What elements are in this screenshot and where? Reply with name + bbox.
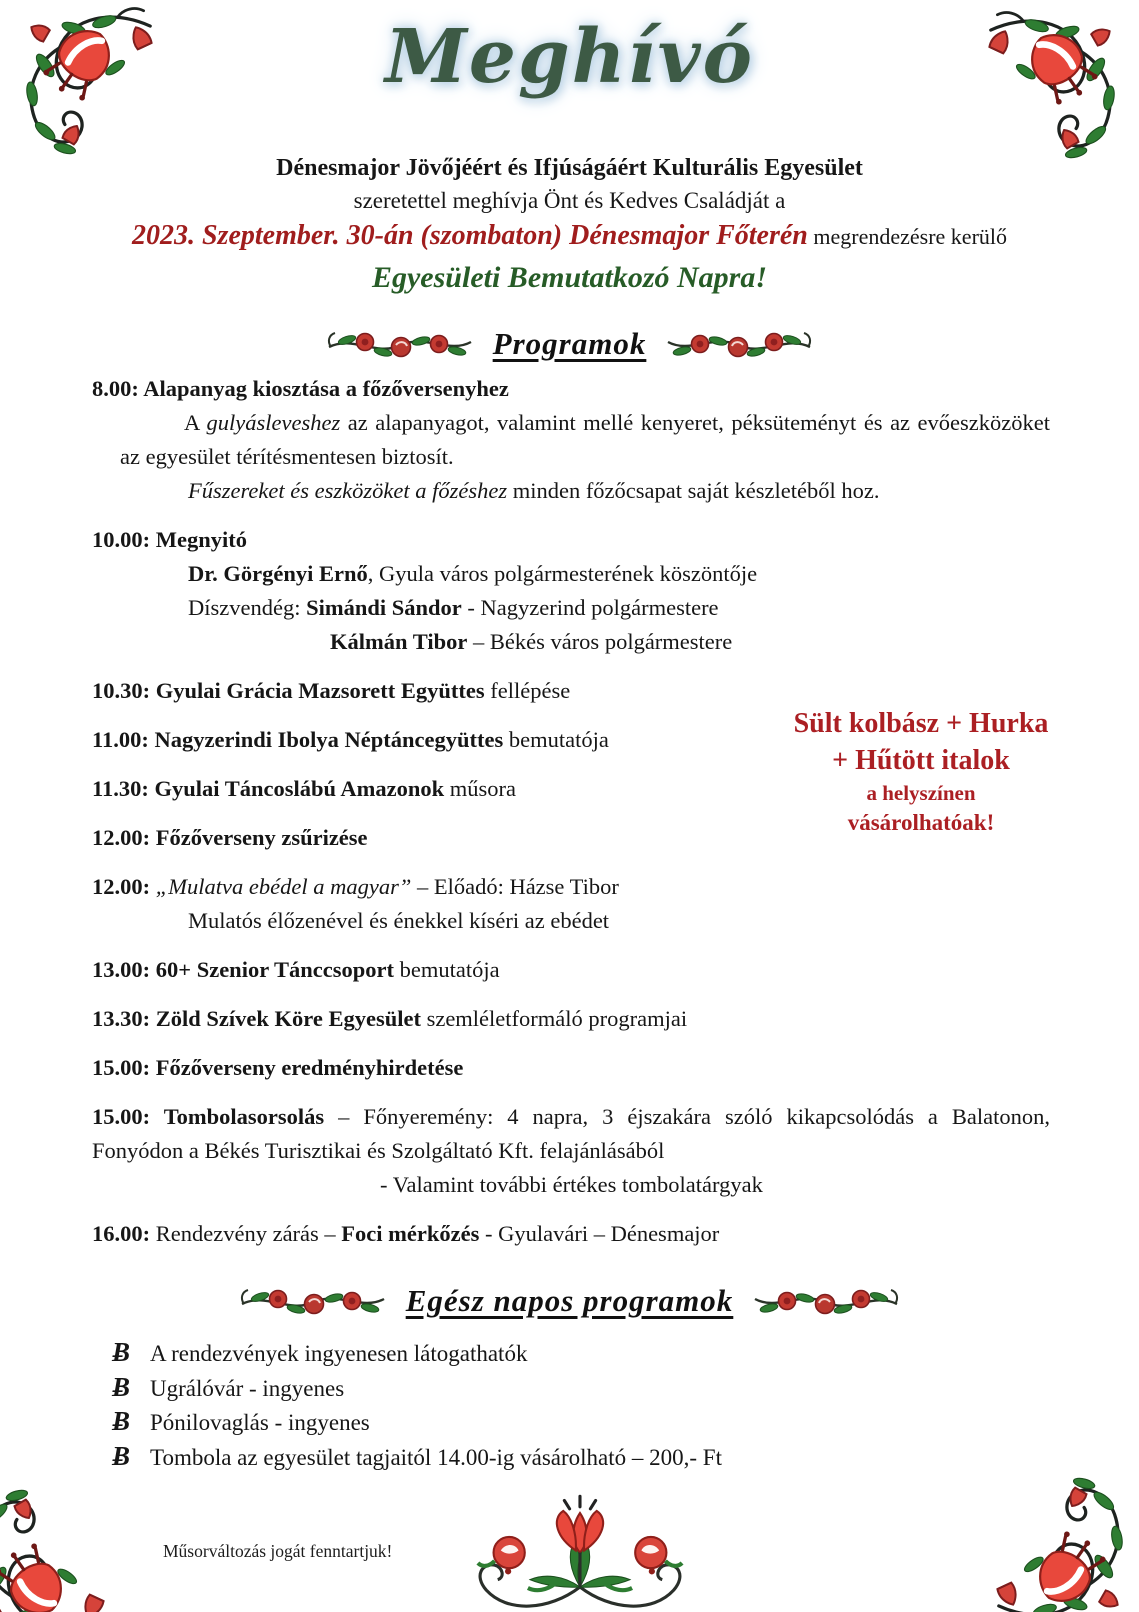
program-text: 15.00: Tombolasorsolás — [92, 1104, 325, 1129]
bullet-glyph-icon: Ƀ — [112, 1440, 131, 1471]
bullet-glyph-icon: Ƀ — [112, 1337, 131, 1367]
event-name: Egyesületi Bemutatkozó Napra! — [371, 261, 768, 295]
ad-line: vásárolhatóak! — [847, 809, 995, 835]
program-text: 12.00: Főzőverseny zsűrizése — [92, 825, 368, 850]
invitation-line: szeretettel meghívja Önt és Kedves Családját a — [353, 188, 786, 214]
program-text: , Gyula város polgármesterének köszöntője — [367, 561, 758, 586]
program-text: 8.00: Alapanyag kiosztása a főzőversenyhez — [92, 376, 509, 401]
ad-line: Sült kolbász + Hurka — [793, 708, 1049, 739]
program-text: 13.00: 60+ Szenior Tánccsoport — [92, 957, 394, 982]
program-text: 11.30: Gyulai Táncoslábú Amazonok — [92, 776, 445, 801]
program-text: 16.00: — [92, 1221, 156, 1246]
program-text: - Nagyzerind polgármestere — [461, 595, 719, 620]
program-text: Mulatós élőzenével és énekkel kíséri az ebédet — [188, 908, 610, 933]
allday-item-text: A rendezvények ingyenesen látogathatók — [150, 1341, 528, 1366]
program-line — [330, 625, 1050, 659]
program-text: minden főzőcsapat saját készletéből hoz. — [507, 478, 880, 503]
program-text: Díszvendég: — [188, 595, 307, 620]
program-line — [92, 953, 1050, 987]
program-text: Rendezvény zárás – — [155, 1221, 342, 1246]
event-date: 2023. Szeptember. 30-án (szombaton) Dénesmajor Főterén — [131, 219, 808, 251]
program-line — [92, 1217, 1050, 1251]
program-text: Simándi Sándor — [306, 595, 462, 620]
program-text: szemléletformáló programjai — [420, 1006, 688, 1031]
program-text: bemutatója — [503, 727, 609, 752]
program-text: 15.00: Főzőverseny eredményhirdetése — [92, 1055, 464, 1080]
program-text: A — [184, 410, 207, 435]
program-text: Fűszereket és eszközöket a főzéshez — [188, 478, 508, 503]
program-block — [92, 1051, 1050, 1085]
program-text: Kálmán Tibor — [330, 629, 468, 654]
program-line — [188, 904, 1050, 938]
program-text: – Békés város polgármestere — [467, 629, 733, 654]
program-text: 12.00: — [92, 874, 156, 899]
program-block — [92, 674, 1050, 708]
program-text: műsora — [444, 776, 517, 801]
program-line — [188, 557, 1050, 591]
program-block — [92, 372, 1050, 508]
floral-divider-icon — [238, 1284, 388, 1318]
program-line — [92, 523, 1050, 557]
program-block — [92, 870, 1050, 938]
program-block — [92, 523, 1050, 659]
program-text: – Előadó: Házse Tibor — [411, 874, 619, 899]
program-text: bemutatója — [393, 957, 500, 982]
program-text: fellépése — [484, 678, 571, 703]
program-line — [92, 372, 1050, 406]
organization-name: Dénesmajor Jövőjéért és Ifjúságáért Kulturális Egyesület — [276, 155, 863, 181]
corner-floral-ornament-icon — [966, 1455, 1139, 1612]
program-line — [380, 1168, 1050, 1202]
ad-line: + Hűtött italok — [832, 744, 1010, 776]
program-text: „Mulatva ebédel a magyar” — [155, 874, 412, 899]
allday-section-header — [0, 1283, 1139, 1319]
program-text: – Főnyeremény: 4 napra, 3 éjszakára szóló kikapcsolódás a Balatonon, Fonyódon a Békés Turisztikai és Szolgáltató Kft. felajánlásából — [92, 1104, 1050, 1163]
program-text: 13.30: Zöld Szívek Köre Egyesület — [92, 1006, 421, 1031]
allday-item — [112, 1440, 972, 1475]
date-line-suffix: megrendezésre kerülő — [807, 223, 1008, 249]
ad-line: a helyszínen — [866, 780, 976, 805]
program-text: 11.00: Nagyzerindi Ibolya Néptáncegyüttes — [92, 727, 504, 752]
allday-list — [112, 1336, 972, 1474]
allday-item-text: Ugrálóvár - ingyenes — [150, 1375, 345, 1401]
program-text: Foci mérkőzés — [341, 1221, 480, 1246]
footer-note: Műsorváltozás jogát fenntartjuk! — [163, 1541, 393, 1561]
date-line — [0, 217, 1139, 256]
programs-section-title: Programok — [492, 326, 647, 361]
program-block — [92, 1100, 1050, 1202]
allday-section-title: Egész napos programok — [405, 1283, 734, 1318]
program-line — [92, 870, 1050, 904]
program-text: 10.30: Gyulai Grácia Mazsorett Együttes — [92, 678, 485, 703]
floral-divider-icon — [664, 327, 814, 361]
program-line — [188, 591, 1050, 625]
program-text: - Valamint további értékes tombolatárgyak — [380, 1172, 763, 1197]
page-title: Meghívó — [384, 14, 754, 100]
program-line — [120, 406, 1050, 474]
programs-section-header — [0, 326, 1139, 362]
allday-item — [112, 1405, 972, 1440]
program-line — [92, 674, 1050, 708]
allday-item — [112, 1336, 972, 1371]
allday-item-text: Pónilovaglás - ingyenes — [150, 1410, 370, 1435]
bullet-glyph-icon: Ƀ — [112, 1371, 131, 1402]
allday-item — [112, 1371, 972, 1406]
food-drinks-ad — [770, 706, 1072, 838]
header — [0, 152, 1139, 299]
program-line — [92, 1002, 1050, 1036]
program-text: gulyásleveshez — [206, 410, 341, 435]
program-line — [92, 1100, 1050, 1168]
program-block — [92, 953, 1050, 987]
tulip-motif-icon — [455, 1488, 705, 1612]
allday-item-text: Tombola az egyesület tagjaitól 14.00-ig vásárolható – 200,- Ft — [150, 1444, 722, 1470]
program-line — [92, 1051, 1050, 1085]
program-block — [92, 1002, 1050, 1036]
program-text: Dr. Görgényi Ernő — [188, 561, 368, 586]
program-line — [188, 474, 1050, 508]
program-text: 10.00: Megnyitó — [92, 527, 247, 552]
program-text: az alapanyagot, valamint mellé kenyeret, péksüteményt és az evőeszközöket az egyesület térítésmentesen biztosít. — [120, 410, 1050, 469]
floral-divider-icon — [751, 1284, 901, 1318]
floral-divider-icon — [325, 327, 475, 361]
corner-floral-ornament-icon — [0, 1467, 135, 1612]
bullet-glyph-icon: Ƀ — [112, 1406, 131, 1436]
program-text: - Gyulavári – Dénesmajor — [479, 1221, 720, 1246]
program-block — [92, 1217, 1050, 1251]
